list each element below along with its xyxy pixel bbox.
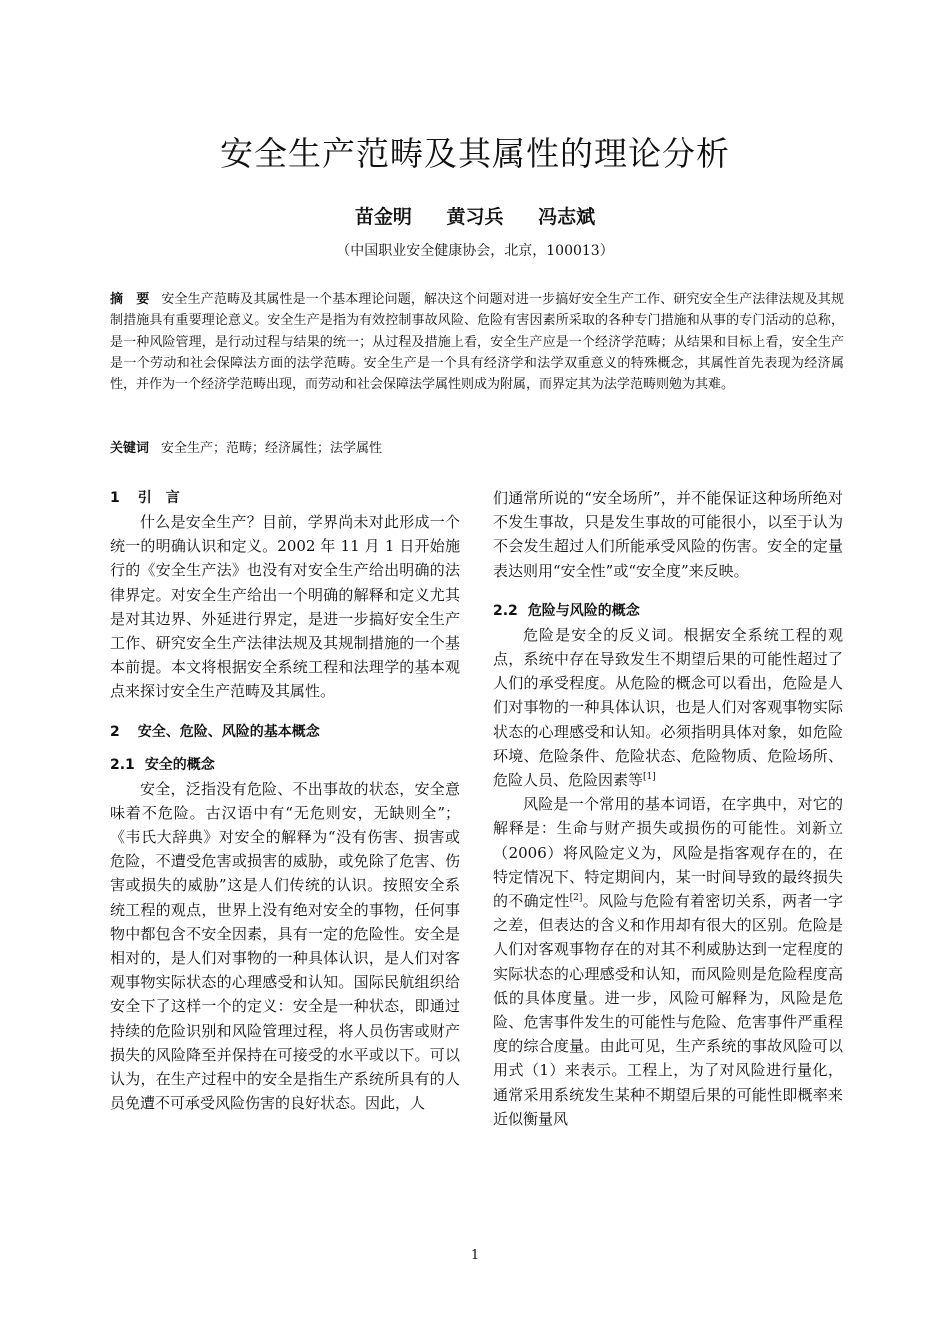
section-number: 2 [110,723,120,740]
section-title: 安全、危险、风险的基本概念 [137,723,320,740]
subsection-title: 危险与风险的概念 [527,602,640,619]
paragraph-continuation: 们通常所说的“安全场所”，并不能保证这种场所绝对不发生事故，只是发生事故的可能很小，以至于认为不会发生超过人们所能承受风险的伤害。安全的定量表达则用“安全性”或“安全度”来反映。 [493,489,843,580]
paragraph [493,623,843,792]
affiliation: （中国职业安全健康协会，北京，100013） [336,243,614,259]
abstract-label: 摘 要 [110,292,150,307]
right-column [493,486,843,1131]
paper-title: 安全生产范畴及其属性的理论分析 [220,134,730,173]
paragraph: 安全，泛指没有危险、不出事故的状态，安全意味着不危险。古汉语中有“无危则安，无缺则全”；《韦氏大辞典》对安全的解释为“没有伤害、损害或危险，不遭受危害或损害的威胁，或免除了危害、伤害或损失的威胁”这是人们传统的认识。按照安全系统工程的观点，世界上没有绝对安全的事物，任何事物中都包含不安全因素，具有一定的危险性。安全是相对的，是人们对事物的一种具体认识，是人们对客观事物实际状态的心理感受和认知。国际民航组织给安全下了这样一个的定义：安全是一种状态，即通过持续的危险识别和风险管理过程，将人员伤害或财产损失的风险降至并保持在可接受的水平或以下。可以认为，在生产过程中的安全是指生产系统所具有的人员免遭不可承受风险伤害的良好状态。因此，人 [110,779,460,1113]
keywords [110,438,844,459]
paragraph-text: 危险是安全的反义词。根据安全系统工程的观点，系统中存在导致发生不期望后果的可能性超过了人们的承受程度。从危险的概念可以看出，危险是人们对事物的一种具体认识，也是人们对客观事物实际状态的心理感受和认知。必须指明具体对象，如危险环境、危险条件、危险状态、危险物质、危险场所、危险人员、危险因素等 [493,625,843,790]
citation-ref: [1] [643,772,656,783]
author-name: 黄习兵 [446,206,504,228]
author-name: 苗金明 [354,206,412,228]
author-list [0,202,950,229]
citation-ref: [2] [569,893,583,904]
keywords-text: 安全生产；范畴；经济属性；法学属性 [161,441,383,456]
subsection-number: 2.2 [493,602,518,619]
keywords-label: 关键词 [110,441,150,456]
author-name: 冯志斌 [538,206,596,228]
subsection-heading [493,599,843,623]
paragraph-text: 风险是一个常用的基本词语，在字典中，对它的解释是：生命与财产损失或损伤的可能性。刘新立（2006）将风险定义为，风险是指客观存在的，在特定情况下、特定期间内，某一时间导致的最终损失的不确定性 [493,795,843,911]
page-number: 1 [470,1248,480,1263]
abstract [110,289,844,395]
section-title: 引 言 [137,490,180,506]
paragraph [493,792,843,1131]
subsection-number: 2.1 [110,756,135,773]
paragraph-text: 。风险与危险有着密切关系，两者一字之差，但表达的含义和作用却有很大的区别。危险是人们对客观事物存在的对其不利威胁达到一定程度的实际状态的心理感受和认知，而风险则是危险程度高低的具体度量。进一步，风险可解释为，风险是危险、危害事件发生的可能性与危险、危害事件严重程度的综合度量。由此可见，生产系统的事故风险可以用式（1）来表示。工程上，为了对风险进行量化，通常采用系统发生某种不期望后果的可能性即概率来近似衡量风 [493,892,843,1128]
paragraph: 什么是安全生产？目前，学界尚未对此形成一个统一的明确认识和定义。2002 年 11 月 1 日开始施行的《安全生产法》也没有对安全生产给出明确的法律界定。对安全生产给出一个明确的解释和定义尤其是对其边界、外延进行界定，是进一步搞好安全生产工作、研究安全生产法律法规及其规制措施的一个基本前提。本文将根据安全系统工程和法理学的基本观点来探讨安全生产范畴及其属性。 [110,513,460,701]
section-heading [110,486,460,510]
section-number: 1 [110,490,120,506]
section-heading [110,720,460,744]
left-column [110,486,460,1115]
subsection-title: 安全的概念 [144,756,215,773]
subsection-heading [110,753,460,777]
abstract-text: 安全生产范畴及其属性是一个基本理论问题，解决这个问题对进一步搞好安全生产工作、研究安全生产法律法规及其规制措施具有重要理论意义。安全生产是指为有效控制事故风险、危险有害因素所采取的各种专门措施和从事的专门活动的总称，是一种风险管理，是行动过程与结果的统一；从过程及措施上看，安全生产应是一个经济学范畴；从结果和目标上看，安全生产是一个劳动和社会保障法方面的法学范畴。安全生产是一个具有经济学和法学双重意义的特殊概念，其属性首先表现为经济属性，并作为一个经济学范畴出现，而劳动和社会保障法学属性则成为附属，而界定其为法学范畴则勉为其难。 [110,292,844,393]
